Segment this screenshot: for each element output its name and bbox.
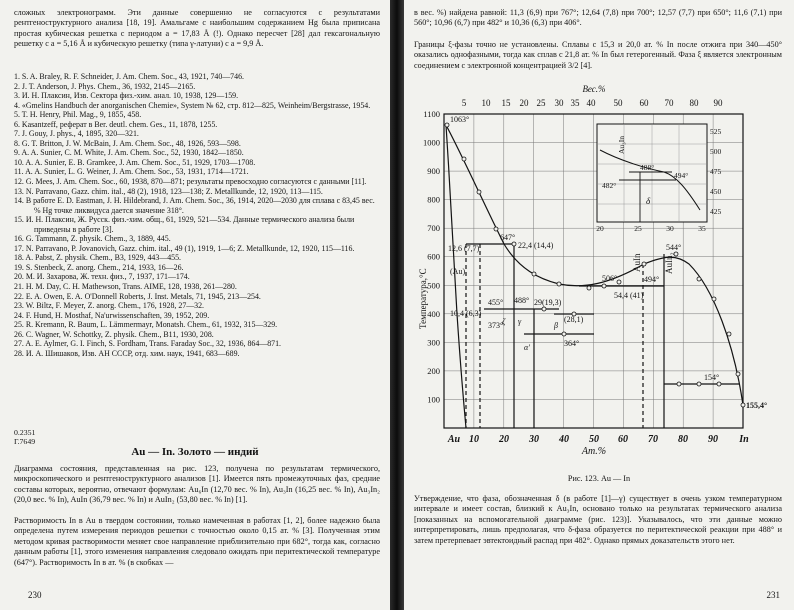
classification-code: 0.2351	[14, 428, 36, 437]
data-marker	[542, 307, 546, 311]
y-axis-title: Температура,°С	[418, 268, 428, 329]
annotation: 155,4°	[746, 401, 768, 410]
annotation: 373°	[488, 321, 504, 330]
reference-item: 25. R. Kremann, R. Baum, L. Lämmermayr, Monatsh. Chem., 61, 1932, 315—329.	[14, 320, 278, 330]
data-marker	[741, 403, 745, 407]
bottom-tick-label: 30	[529, 434, 539, 445]
y-axis	[423, 109, 440, 405]
y-tick-label: 600	[427, 251, 440, 262]
top-tick-label: 30	[554, 98, 564, 108]
classification-code: Γ.7649	[14, 437, 36, 446]
reference-item: 23. W. Biltz, F. Meyer, Z. anorg. Chem., 176, 1928, 27—32.	[14, 301, 205, 311]
reference-item: 18. A. Pabst, Z. physik. Chem., B3, 1929, 443—455.	[14, 253, 182, 263]
top-axis	[462, 84, 723, 108]
data-marker	[512, 242, 516, 246]
body-paragraph: Диаграмма состояния, представленная на рис. 123, получена по результатам термического, микроскопического и рентгеноструктурного анализов [1]. Имеется пять промежуточных фаз, средние составы которых, вероятно, отвечают формулам: Au₆In (12,70 вес. % In), Au₃In (16,25 вес. % In), Au₃In₂ (20,0 вес. % In), AuIn (36,79 вес. % In) и AuIn₂ (53,80 вес. % In) [1].	[14, 464, 380, 505]
data-marker	[587, 286, 591, 290]
reference-item: 14. В работе E. D. Eastman, J. H. Hildebrand, J. Am. Chem. Soc., 36, 1914, 2020—2030 для сплава с 83,45 вес. % Hg точке ликвидуса дается значение 318°.	[14, 196, 375, 215]
reference-item: 15. И. Н. Плаксин, Ж. Русск. физ.-хим. общ., 61, 1929, 521—534. Данные термического анализа были приведены в работе [3].	[14, 215, 355, 234]
figure-caption: Рис. 123. Au — In	[567, 474, 631, 483]
intro-text: сложных электронограмм. Эти данные совершенно не согласуются с результатами рентгеноструктурного анализа [18, 19]. Амальгаме с наибольшим содержанием Hg была приписана простая кубическая решетка с периодом a = 17,83 Å (!). Однако пересчет [28] дал гексагональную решетку с a = 5,16 Å и кубическую решетку (типа γ-латуни) с a = 9,9 Å.	[14, 8, 380, 49]
bottom-tick-label: 10	[469, 434, 479, 445]
reference-item: 9. A. A. Sunier, C. M. White, J. Am. Chem. Soc., 52, 1930, 1842—1850.	[14, 148, 244, 158]
top-tick-label: 50	[613, 98, 623, 108]
annotation: 12,6 (7,7)	[448, 244, 480, 253]
y-tick-label: 300	[427, 337, 440, 348]
data-marker	[674, 252, 678, 256]
bottom-tick-label: 90	[708, 434, 718, 445]
inset-label: δ	[646, 196, 651, 206]
phase-diagram	[414, 84, 776, 458]
inset-x-tick: 25	[634, 224, 642, 233]
annotation: 364°	[564, 339, 580, 348]
reference-item: 17. N. Parravano, P. Jovanovich, Gazz. chim. ital., 49 (1), 1919, 1—6; Z. Metallkunde, 12, 1920, 115—116.	[14, 243, 355, 253]
phase-label: γ	[518, 317, 522, 326]
reference-item: 5. T. H. Henry, Phil. Mag., 9, 1855, 458.	[14, 110, 142, 120]
y-tick-label: 100	[427, 394, 440, 405]
section-title: Au — In. Золото — индий	[131, 446, 259, 458]
data-marker	[477, 190, 481, 194]
inset-x-tick: 20	[596, 224, 604, 233]
y-tick-label: 900	[427, 166, 440, 177]
y-tick-label: 500	[427, 280, 440, 291]
top-tick-label: 90	[713, 98, 723, 108]
left-element-label: Au	[447, 434, 461, 445]
reference-list	[14, 72, 380, 358]
annotation: 488°	[514, 296, 530, 305]
phase-label: AuIn	[632, 253, 642, 272]
inset-x-tick: 35	[698, 224, 706, 233]
annotation: 10,4 (6,3)	[450, 309, 482, 318]
reference-item: 10. A. A. Sunier, E. B. Gramkee, J. Am. Chem. Soc., 51, 1929, 1703—1708.	[14, 157, 256, 167]
reference-item: 13. N. Parravano, Gazz. chim. ital., 48 (2), 1918, 123—138; Z. Metallkunde, 12, 1920, 113—115.	[14, 186, 323, 196]
inset-diagram	[596, 124, 721, 233]
reference-item: 7. J. Gouy, J. phys., 4, 1895, 320—321.	[14, 129, 139, 139]
annotation: (28,1)	[564, 315, 584, 324]
top-tick-label: 60	[639, 98, 649, 108]
bottom-tick-label: 70	[648, 434, 658, 445]
annotation: 544°	[666, 243, 682, 252]
reference-item: 22. E. A. Owen, E. A. O'Donnell Roberts, J. Inst. Metals, 71, 1945, 213—254.	[14, 291, 261, 301]
phase-label: ζ	[502, 317, 506, 326]
annotation: 154°	[704, 373, 720, 382]
book-gutter	[390, 0, 404, 610]
phase-label: β	[554, 321, 558, 330]
data-marker	[697, 277, 701, 281]
reference-item: 19. S. Stenbeck, Z. anorg. Chem., 214, 1933, 16—26.	[14, 262, 184, 272]
body-paragraph: в вес. %) найдена равной: 11,3 (6,9) при 767°; 12,64 (7,8) при 700°; 12,57 (7,7) при 650°; 11,6 (7,1) при 560°; 10,96 (6,7) при 482° и 10,36 (6,3) при 406°.	[414, 8, 782, 28]
y-tick-label: 200	[427, 365, 440, 376]
reference-item: 20. M. И. Захарова, Ж. техн. физ., 7, 1937, 171—174.	[14, 272, 190, 282]
reference-item: 6. Kasantzeff, реферат в Ber. deutl. chem. Ges., 11, 1878, 1255.	[14, 119, 218, 129]
bottom-axis	[447, 434, 749, 457]
top-tick-label: 25	[536, 98, 546, 108]
reference-item: 12. G. Mees, J. Am. Chem. Soc., 60, 1938, 870—871; результаты превосходно согласуются с данными [11].	[14, 177, 367, 187]
inset-label: Au₃In	[617, 135, 626, 154]
phase-label: α'	[524, 343, 530, 352]
data-marker	[736, 372, 740, 376]
body-paragraph: Растворимость In в Au в твердом состоянии, только намеченная в работах [1, 2], более надежно была определена путем измерения периодов решетки с точностью около 0,15 ат. % [3]. Полученная этим методом кривая растворимости меняет свое направление приблизительно при 682°, тогда как, согласно данным работы [1], этого изменения направления следовало ожидать при перитектической температуре (647°). Растворимость In в ат. % (в скобках —	[14, 516, 380, 567]
reference-item: 11. A. A. Sunier, L. G. Weiner, J. Am. Chem. Soc., 53, 1931, 1714—1721.	[14, 167, 249, 177]
reference-item: 1. S. A. Braley, R. F. Schneider, J. Am. Chem. Soc., 43, 1921, 740—746.	[14, 72, 244, 81]
data-marker	[562, 332, 566, 336]
y-tick-label: 1000	[423, 137, 440, 148]
phase-label: AuIn₂	[664, 252, 674, 274]
top-tick-label: 40	[586, 98, 596, 108]
annotation: 455°	[488, 298, 504, 307]
reference-item: 21. H. M. Day, C. H. Mathewson, Trans. AIME, 128, 1938, 261—280.	[14, 282, 237, 292]
data-marker	[717, 382, 721, 386]
data-marker	[697, 382, 701, 386]
reference-item: 8. G. T. Britton, J. W. McBain, J. Am. Chem. Soc., 48, 1926, 593—598.	[14, 138, 241, 148]
reference-item: 3. И. Н. Плаксин, Изв. Сектора физ.-хим. анал. 10, 1938, 129—159.	[14, 91, 239, 101]
top-tick-label: 10	[481, 98, 491, 108]
annotation: 54,4 (41)	[614, 291, 644, 300]
left-page	[0, 0, 390, 610]
bottom-tick-label: 80	[678, 434, 688, 445]
top-tick-label: 5	[461, 98, 467, 108]
page-number: 231	[766, 590, 780, 600]
inset-x-tick: 30	[666, 224, 674, 233]
reference-item: 24. F. Hund, H. Mosthaf, Na'urwissenschaften, 39, 1952, 209.	[14, 310, 210, 320]
top-tick-label: 20	[519, 98, 529, 108]
body-paragraph: Границы ξ-фазы точно не установлены. Сплавы с 15,3 и 20,0 ат. % In после отжига при 340—450° оказались однофазными, тогда как сплав с 21,8 ат. % In был гетерогенный. Фаза ξ является электронным соединением с электронной концентрацией 3/2 [4].	[414, 40, 782, 70]
annotation: 22,4 (14,4)	[518, 241, 554, 250]
inset-y-tick: 425	[710, 207, 722, 216]
inset-y-tick: 475	[710, 167, 722, 176]
y-tick-label: 800	[427, 194, 440, 205]
y-tick-label: 1100	[423, 109, 440, 119]
top-axis-title: Вес.%	[582, 84, 606, 94]
inset-y-tick: 450	[710, 187, 722, 196]
reference-item: 4. «Gmelins Handbuch der anorganischen Chemie», System № 62, стр. 812—825, Weinheim/Bergstrasse, 1954.	[14, 100, 371, 110]
reference-item: 27. A. E. Aylmer, G. I. Finch, S. Fordham, Trans. Faraday Soc., 32, 1936, 864—871.	[14, 339, 282, 349]
inset-label: 488°	[640, 163, 655, 172]
inset-label: 482°	[602, 181, 617, 190]
reference-item: 16. G. Tammann, Z. physik. Chem., 3, 1889, 445.	[14, 234, 171, 244]
phase-label: (Au)	[450, 267, 466, 276]
data-marker	[727, 332, 731, 336]
bottom-tick-label: 60	[618, 434, 628, 445]
data-marker	[617, 280, 621, 284]
top-tick-label: 15	[501, 98, 511, 108]
data-marker	[532, 272, 536, 276]
data-marker	[462, 157, 466, 161]
annotation: 1063°	[450, 115, 470, 124]
y-tick-label: 700	[427, 223, 440, 234]
data-marker	[677, 382, 681, 386]
reference-item: 28. И. А. Шишаков, Изв. АН СССР, отд. хим. наук, 1941, 683—689.	[14, 348, 240, 358]
solidus-curve	[446, 125, 466, 428]
x-axis-title: Ат.%	[581, 446, 607, 457]
bottom-tick-label: 40	[559, 434, 569, 445]
body-paragraph: Утверждение, что фаза, обозначенная δ (в работе [1]—γ) существует в очень узком температурном интервале и имеет состав, близкий к Au₃In, основано только на результатах термического анализа [показанных на вспомогательной диаграмме (рис. 123)]. Указывалось, что эти данные можно интерпретировать, лишь предполагая, что δ-фаза образуется по перитектической реакции при 488° и затем претерпевает эвтектоидный распад при 482°. Однако прямых доказательств этого нет.	[414, 494, 782, 545]
data-marker	[712, 297, 716, 301]
inset-y-tick: 500	[710, 147, 722, 156]
data-marker	[642, 262, 646, 266]
top-tick-label: 35	[570, 98, 580, 108]
reference-item: 26. C. Wagner, W. Schottky, Z. physik. Chem., B11, 1930, 208.	[14, 329, 214, 339]
bottom-tick-label: 20	[499, 434, 509, 445]
y-tick-label: 400	[427, 308, 440, 319]
bottom-tick-label: 50	[589, 434, 599, 445]
annotation: 29(19,3)	[534, 298, 562, 307]
data-marker	[494, 227, 498, 231]
annotation: 506°	[602, 274, 618, 283]
top-tick-label: 70	[664, 98, 674, 108]
top-tick-label: 80	[689, 98, 699, 108]
inset-label: 494°	[674, 171, 689, 180]
reference-item: 2. J. T. Anderson, J. Phys. Chem., 36, 1932, 2145—2165.	[14, 81, 196, 91]
data-marker	[602, 284, 606, 288]
right-element-label: In	[739, 434, 749, 445]
page-number: 230	[28, 590, 42, 600]
annotation: 494°	[644, 275, 660, 284]
data-marker	[445, 123, 449, 127]
annotation: 647°	[500, 233, 516, 242]
data-marker	[557, 282, 561, 286]
inset-y-tick: 525	[710, 127, 722, 136]
